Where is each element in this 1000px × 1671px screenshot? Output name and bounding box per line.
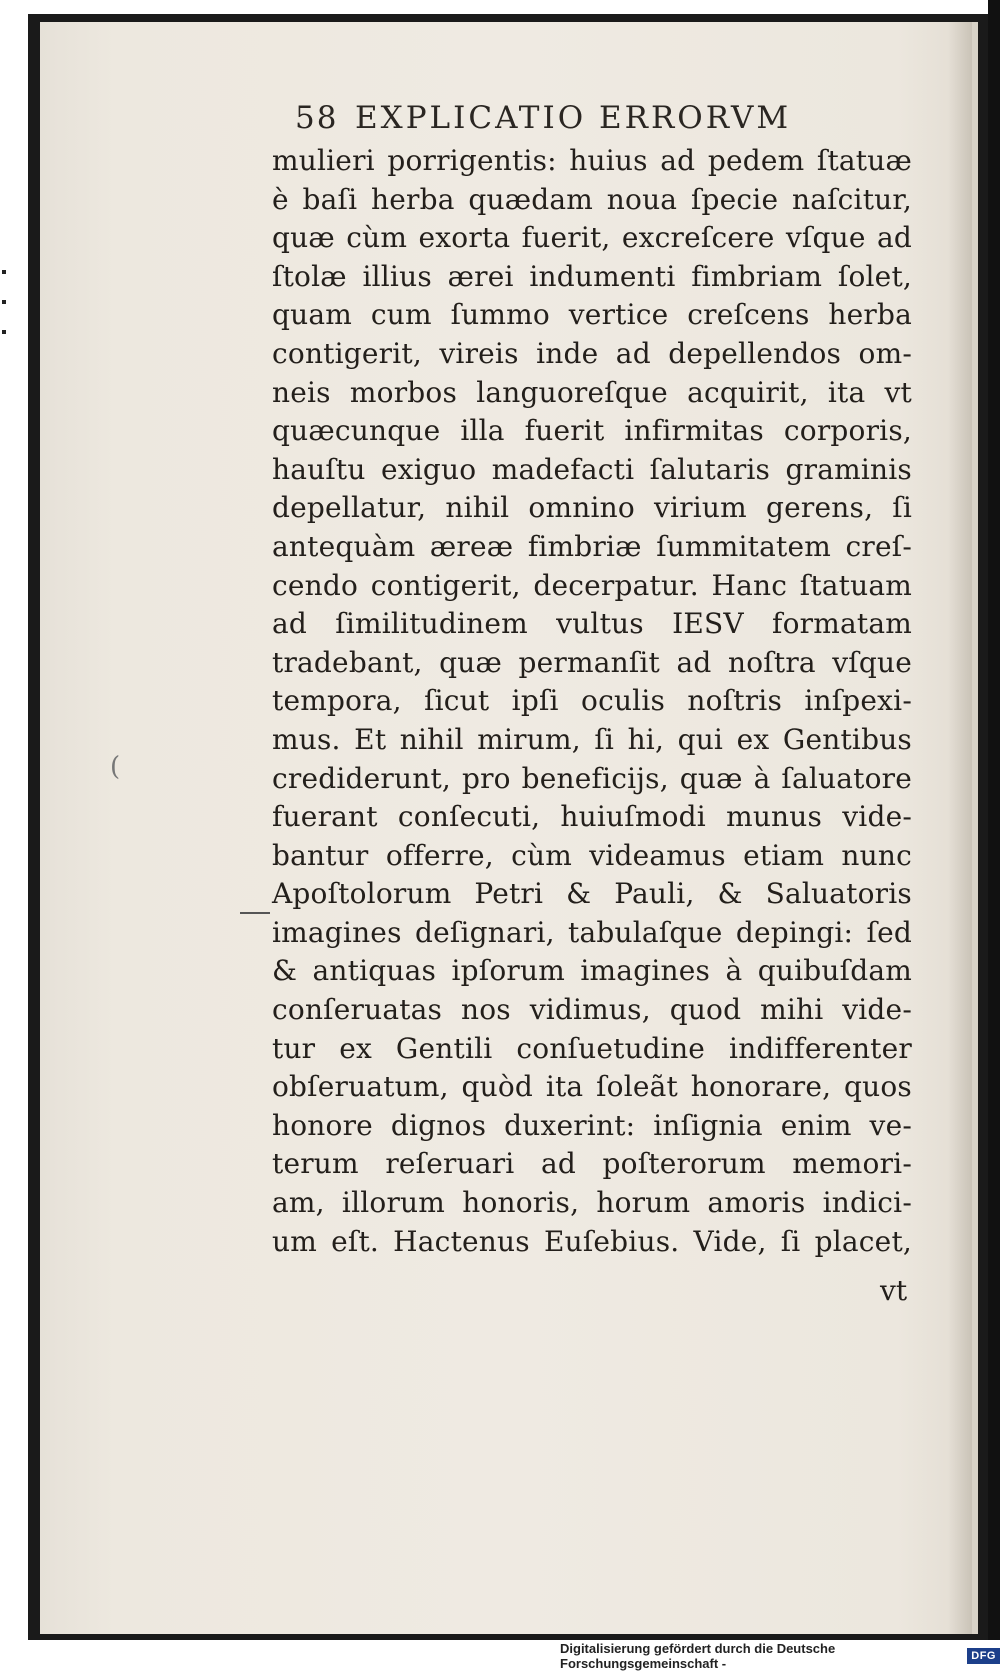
text-line: quam cum ſummo vertice creſcens herba [272,298,912,332]
text-line: bantur offerre, cùm videamus etiam nunc [272,838,912,872]
margin-mark-dash [240,912,270,914]
page-number: 58 [295,100,339,136]
text-line: tur ex Gentili conſuetudine indifferenter [272,1031,912,1065]
digitization-credit [560,1641,1000,1671]
dfg-logo: DFG [967,1648,1000,1664]
text-line: contigerit, vireis inde ad depellendos om- [272,336,912,370]
text-line: obſeruatum, quòd ita ſoleãt honorare, quos [272,1070,912,1104]
text-line: antequàm æreæ fimbriæ ſummitatem creſ- [272,529,912,563]
text-line: imagines deſignari, tabulaſque depingi: ſed [272,915,912,949]
text-line: quæ cùm exorta fuerit, excreſcere vſque ad [272,221,912,255]
book-page [40,22,978,1634]
text-line: tradebant, quæ permanſit ad noſtra vſque [272,645,912,679]
credit-text: Digitalisierung gefördert durch die Deutsche Forschungsgemeinschaft - [560,1641,836,1671]
body-text [272,142,912,1261]
text-line: hauſtu exiguo madefacti ſalutaris graminis [272,452,912,486]
text-line: ſtolæ illius ærei indumenti fimbriam ſolet, [272,259,912,293]
text-line: honore dignos duxerint: inſignia enim ve- [272,1108,912,1142]
running-head-title: EXPLICATIO ERRORVM [355,100,792,136]
text-line: neis morbos languoreſque acquirit, ita vt [272,375,912,409]
text-line: mus. Et nihil mirum, ſi hi, qui ex Gentibus [272,722,912,756]
text-line: fuerant conſecuti, huiuſmodi munus vide- [272,800,912,834]
text-line: am, illorum honoris, horum amoris indici- [272,1186,912,1220]
text-line: Apoſtolorum Petri & Pauli, & Saluatoris [272,877,912,911]
catchword: vt [880,1274,908,1307]
running-head [295,100,895,140]
text-line: quæcunque illa fuerit infirmitas corporis, [272,414,912,448]
right-edge [988,0,1000,1640]
text-line: tempora, ſicut ipſi oculis noſtris inſpexi- [272,684,912,718]
text-line: conſeruatas nos vidimus, quod mihi vide- [272,993,912,1027]
margin-mark-paren: ( [110,752,121,782]
text-line: ad ſimilitudinem vultus IESV formatam [272,607,912,641]
text-line: crediderunt, pro beneficijs, quæ à ſaluatore [272,761,912,795]
text-line: & antiquas ipſorum imagines à quibuſdam [272,954,912,988]
text-line: um eſt. Hactenus Euſebius. Vide, ſi placet, [272,1224,912,1258]
text-line: è baſi herba quædam noua ſpecie naſcitur, [272,182,912,216]
text-line: cendo contigerit, decerpatur. Hanc ſtatuam [272,568,912,602]
text-line: mulieri porrigentis: huius ad pedem ſtatuæ [272,144,912,177]
text-line: depellatur, nihil omnino virium gerens, ſi [272,491,912,525]
text-line: terum reſeruari ad poſterorum memori- [272,1147,912,1181]
edge-marks [0,270,10,390]
